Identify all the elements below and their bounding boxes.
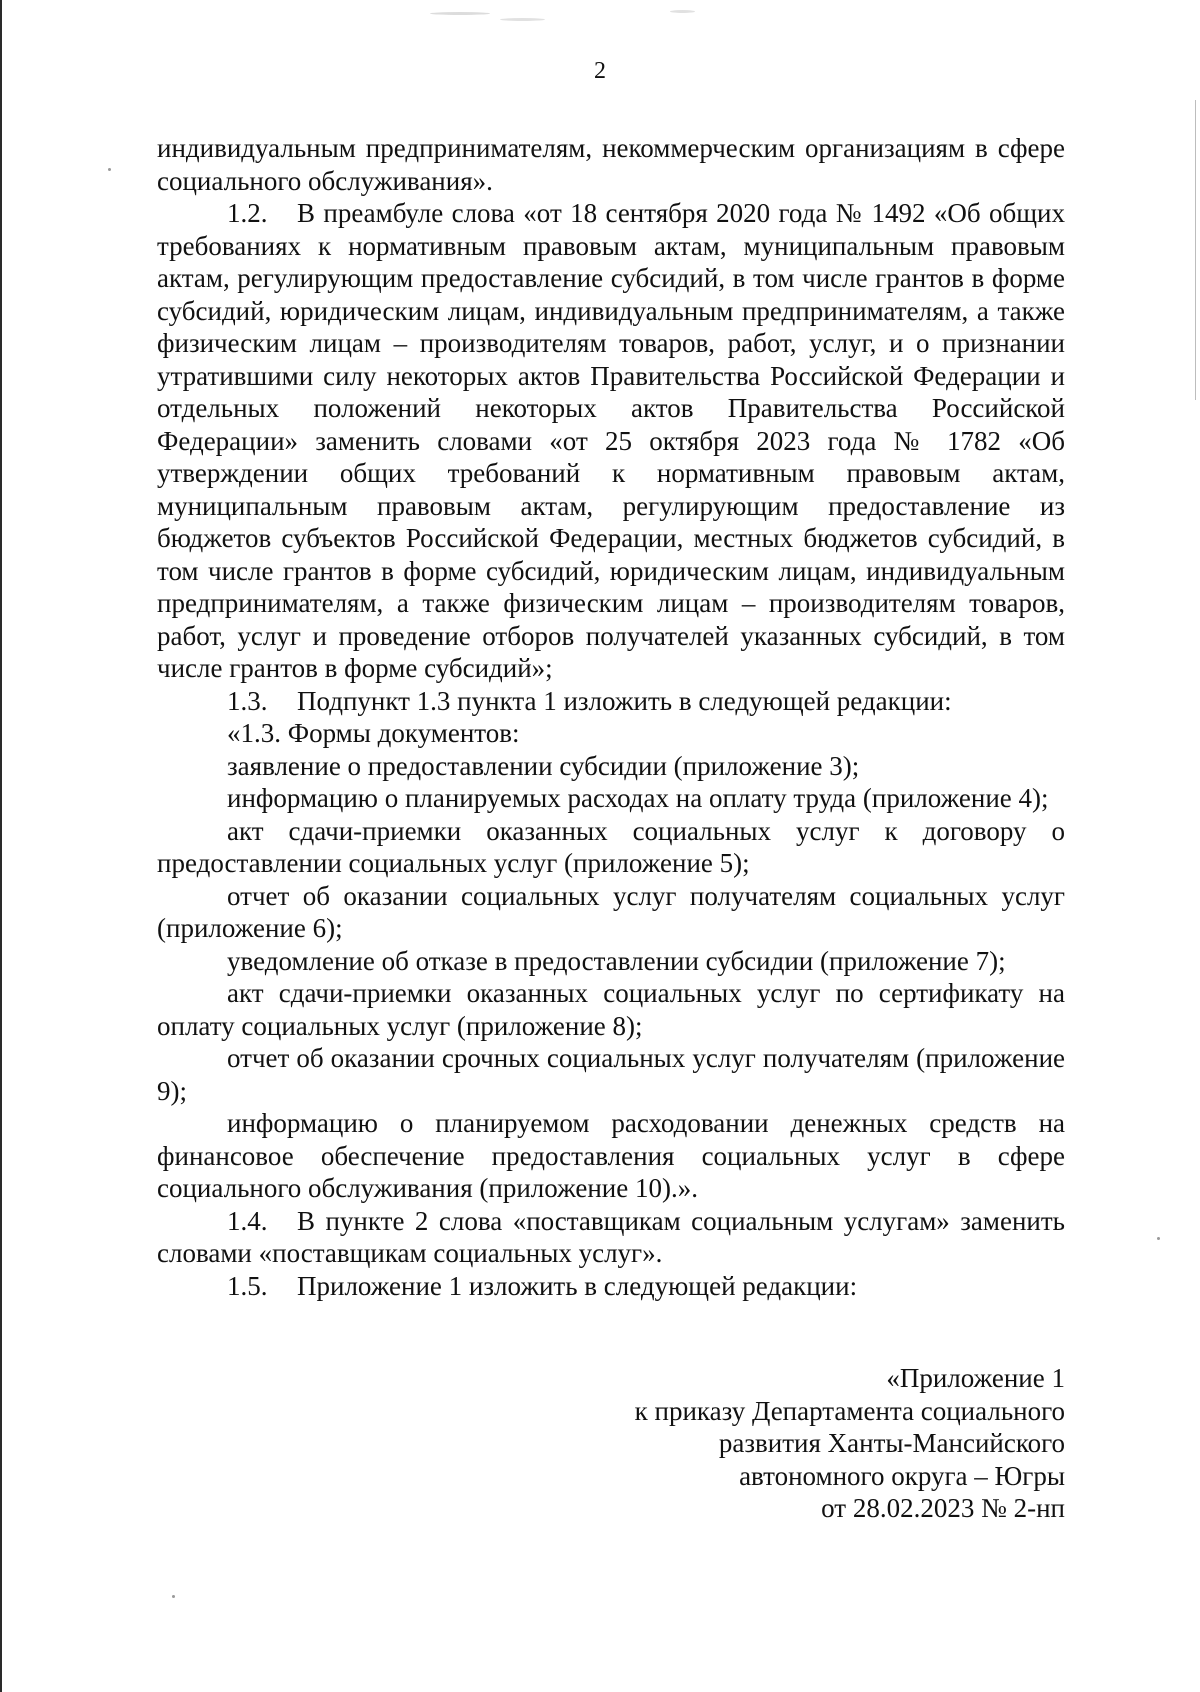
appendix-region: автономного округа – Югры xyxy=(739,1460,1065,1491)
forms-item: информацию о планируемых расходах на оплату труда (приложение 4); xyxy=(227,783,1049,813)
scan-speck xyxy=(430,12,490,15)
appendix-date-number: от 28.02.2023 № 2-нп xyxy=(821,1493,1065,1523)
paragraph-1-2: 1.2. В преамбуле слова «от 18 сентября 2020 года № 1492 «Об общих требованиях к нормативным правовым актам, муниципальным правовым актам, регулирующим предоставление субсидий, в том числе грантов в форме субсидий, юридическим лицам, индивидуальным предпринимателям, а также физическим лицам – производителям товаров, работ, услуг, и о признании утратившими силу некоторых актов Правительства Российской Федерации и отдельных положений некоторых актов Правительства Российской Федерации» заменить словами «от 25 октября 2023 года № 1782 «Об утверждении общих требований к нормативным правовым актам, муниципальным правовым актам, регулирующим предоставление из бюджетов субъектов Российской Федерации, местных бюджетов субсидий, в том числе грантов в форме субсидий, юридическим лицам, индивидуальным предпринимателям, а также физическим лицам – производителям товаров, работ, услуг и проведение отборов получателей указанных субсидий, в том числе грантов в форме субсидий»; xyxy=(157,198,1065,683)
appendix-title: «Приложение 1 xyxy=(886,1363,1065,1393)
forms-heading: «1.3. Формы документов: xyxy=(227,718,520,748)
item-number: 1.3. xyxy=(227,685,268,716)
forms-item: акт сдачи-приемки оказанных социальных услуг к договору о предоставлении социальных услуг (приложение 5); xyxy=(157,815,1065,878)
scan-left-edge xyxy=(0,0,2,1692)
paragraph-continuation: индивидуальным предпринимателям, некоммерческим организациям в сфере социального обслуживания». xyxy=(157,133,1065,196)
paragraph-1-4: 1.4. В пункте 2 слова «поставщикам социальным услугам» заменить словами «поставщикам социальных услуг». xyxy=(157,1205,1065,1268)
scan-speck xyxy=(172,1595,175,1598)
scan-right-edge xyxy=(1195,100,1196,400)
forms-item: заявление о предоставлении субсидии (приложение 3); xyxy=(227,750,860,781)
scan-speck xyxy=(1157,1237,1160,1240)
forms-item: отчет об оказании социальных услуг получателям социальных услуг (приложение 6); xyxy=(157,880,1065,943)
scan-speck xyxy=(108,168,111,171)
forms-item: отчет об оказании срочных социальных услуг получателям (приложение 9); xyxy=(157,1043,1065,1106)
forms-item: уведомление об отказе в предоставлении субсидии (приложение 7); xyxy=(227,945,1006,976)
page-number: 2 xyxy=(594,58,606,84)
document-body xyxy=(157,132,1065,1302)
appendix-department: развития Ханты-Мансийского xyxy=(718,1428,1065,1458)
forms-item: информацию о планируемом расходовании денежных средств на финансовое обеспечение предоставления социальных услуг в сфере социального обслуживания (приложение 10).». xyxy=(157,1108,1065,1203)
forms-item: акт сдачи-приемки оказанных социальных услуг по сертификату на оплату социальных услуг (приложение 8); xyxy=(157,978,1065,1041)
item-number: 1.5. xyxy=(227,1270,268,1301)
paragraph-1-3: 1.3. Подпункт 1.3 пункта 1 изложить в следующей редакции: xyxy=(227,685,952,716)
item-number: 1.2. xyxy=(227,198,268,228)
appendix-order-ref: к приказу Департамента социального xyxy=(634,1395,1065,1426)
item-number: 1.4. xyxy=(227,1205,268,1236)
scan-speck xyxy=(500,18,545,21)
appendix-header xyxy=(635,1362,1065,1525)
paragraph-1-5: 1.5. Приложение 1 изложить в следующей редакции: xyxy=(227,1270,858,1301)
scan-speck xyxy=(670,10,695,13)
